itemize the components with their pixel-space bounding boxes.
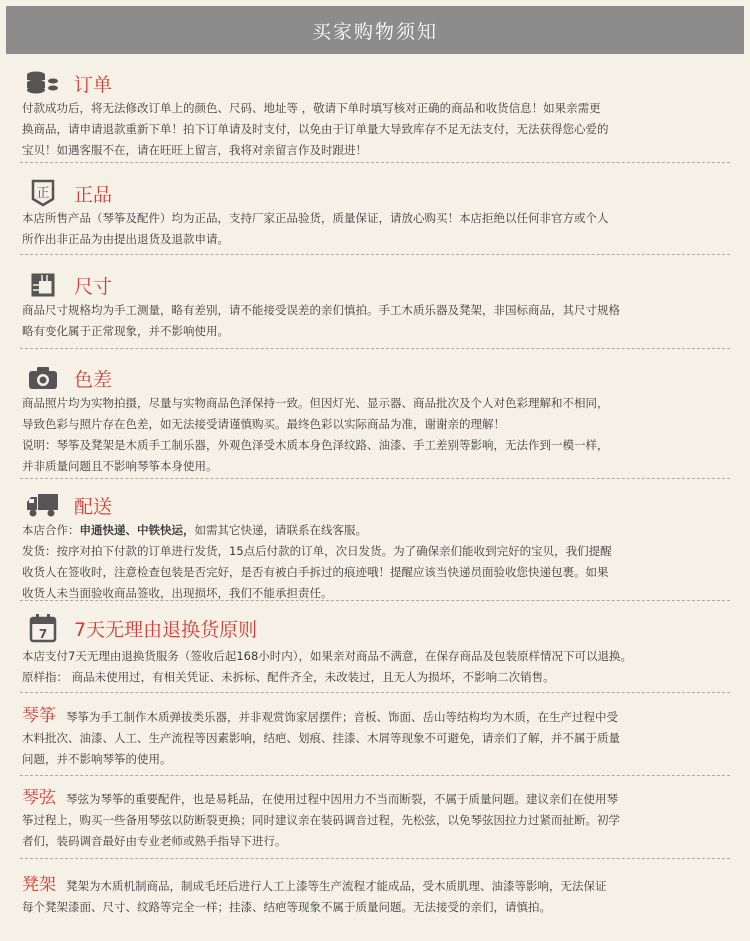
page-title: 买家购物须知 [6,6,744,54]
divider [20,478,730,479]
ruler-box-icon [26,271,60,299]
delivery-line: 收货人在签收时，注意检查包装是否完好，是否有被白手拆过的痕迹哦！提醒应该当快递员面验收您快递包裹。如果 [22,565,609,579]
section-title-genuine: 正品 [74,183,113,206]
divider [20,348,730,349]
camera-icon [26,364,60,392]
strings-line: 筝过程上，购买一些备用琴弦以防断裂更换；同时建议亲在装码调音过程，先松弦，以免琴弦因拉力过紧而扯断。初学 [22,813,620,827]
delivery-coop-line: 本店合作：申通快递、中铁快运，如需其它快递，请联系在线客服。 [22,523,367,537]
divider [20,600,730,601]
divider [20,254,730,255]
section-title-zheng: 琴筝 [22,706,56,726]
stand-line: 每个凳架漆面、尺寸、纹路等完全一样；挂漆、结疤等现象不属于质量问题。无法接受的亲们，请慎拍。 [22,900,551,914]
genuine-stamp-icon [26,179,60,207]
color-line: 说明：琴筝及凳架是木质手工制乐器，外观色泽受木质本身色泽纹路、油漆、手工差别等影响，无法作到一模一样， [22,438,609,452]
zheng-line: 问题，并不影响琴筝的使用。 [22,752,172,766]
zheng-first-line: 琴筝 琴筝为手工制作木质弹拔类乐器，并非观赏饰家居摆件；音板、饰面、岳山等结构均为木质，在生产过程中受 [22,706,618,726]
order-line: 宝贝！如遇客服不在，请在旺旺上留言，我将对亲留言作及时跟进！ [22,143,367,157]
returns-line: 原样指： 商品未使用过，有相关凭证、未拆标、配件齐全，未改装过，且无人为损坏，不影响二次销售。 [22,670,555,684]
divider [20,858,730,859]
order-line: 付款成功后，将无法修改订单上的颜色、尺码、地址等 ，敬请下单时填写核对正确的商品和收货信息！如果亲需更 [22,101,601,115]
zheng-line: 木料批次、油漆、人工、生产流程等因素影响，结疤、划痕、挂漆、木屑等现象不可避免，请亲们了解，并不属于质量 [22,731,620,745]
delivery-line: 收货人未当面验收商品签收，出现损坏，我们不能承担责任。 [22,586,333,600]
genuine-line: 本店所售产品（琴筝及配件）均为正品，支持厂家正品验货，质量保证，请放心购买！本店拒绝以任何非官方或个人 [22,211,609,225]
svg-text:正: 正 [36,186,50,201]
returns-line: 本店支付7天无理由退换货服务（签收后起168小时内），如果亲对商品不满意，在保存商品及包装原样情况下可以退换。 [22,649,633,663]
svg-text:7: 7 [38,627,48,641]
calendar-icon [26,614,60,642]
strings-line: 者们，装码调音最好由专业老师或熟手指导下进行。 [22,834,287,848]
coins-icon [26,69,60,97]
strings-first-line: 琴弦 琴弦为琴筝的重要配件，也是易耗品，在使用过程中因用力不当而断裂，不属于质量问题。建议亲们在使用琴 [22,788,618,808]
color-line: 并非质量问题且不影响琴筝本身使用。 [22,459,218,473]
section-title-returns: 7天无理由退换货原则 [74,618,258,641]
section-title-delivery: 配送 [74,495,113,518]
section-title-stand: 凳架 [22,875,56,895]
delivery-line: 发货：按序对拍下付款的订单进行发货，15点后付款的订单，次日发货。为了确保亲们能收到完好的宝贝，我们提醒 [22,544,612,558]
section-title-order: 订单 [74,73,113,96]
divider [20,775,730,776]
genuine-line: 所作出非正品为由提出退货及退款申请。 [22,232,229,246]
order-line: 换商品，请申请退款重新下单！拍下订单请及时支付，以免由于订单量大导致库存不足无法支付，无法获得您心爱的 [22,122,609,136]
color-line: 导致色彩与照片存在色差，如无法接受请谨慎购买。最终色彩以实际商品为准，谢谢亲的理解！ [22,417,505,431]
section-title-size: 尺寸 [74,275,113,298]
color-line: 商品照片均为实物拍摄，尽量与实物商品色泽保持一致。但因灯光、显示器、商品批次及个人对色彩理解和不相同， [22,396,609,410]
divider [20,162,730,163]
truck-icon [26,491,60,519]
divider [20,692,730,693]
size-line: 商品尺寸规格均为手工测量，略有差别，请不能接受误差的亲们慎拍。手工木质乐器及凳架，非国标商品，其尺寸规格 [22,303,620,317]
section-title-color: 色差 [74,368,113,391]
stand-first-line: 凳架 凳架为木质机制商品，制成毛坯后进行人工上漆等生产流程才能成品，受木质肌理、油漆等影响，无法保证 [22,875,607,895]
size-line: 略有变化属于正常现象，并不影响使用。 [22,324,229,338]
section-title-strings: 琴弦 [22,788,56,808]
